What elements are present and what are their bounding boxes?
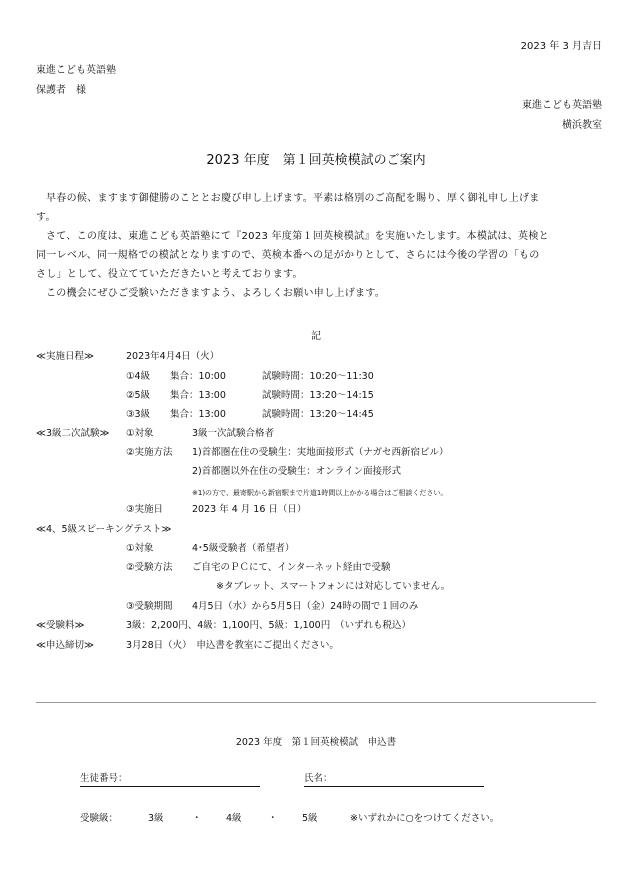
second-method-label: ②実施方法	[126, 447, 173, 458]
paragraph-2-line-3: さし」として、役立てていただきたいと考えております。	[36, 269, 303, 280]
second-method-1: 1)首都圏在住の受験生：実地面接形式（ナガセ西新宿ビル）	[192, 447, 449, 458]
recipient: 保護者 様	[36, 85, 86, 96]
second-target-label: ①対象	[126, 428, 154, 439]
form-title: 2023 年度 第１回英検模試 申込書	[235, 737, 397, 748]
schedule-label: ≪実施日程≫	[36, 351, 94, 362]
speaking-target-label: ①対象	[126, 543, 154, 554]
second-target-value: 3級一次試験合格者	[192, 428, 275, 439]
cut-line	[36, 702, 596, 703]
schedule-row-gather: 集合：13:00	[170, 409, 226, 420]
schedule-row-time: 試験時間：10:20～11:30	[262, 371, 374, 382]
fee-label: ≪受験料≫	[36, 620, 85, 631]
speaking-method-label: ②受験方法	[126, 562, 173, 573]
schedule-row-grade: ①4級	[126, 371, 151, 382]
grade-separator: ・	[192, 813, 202, 824]
grade-separator: ・	[268, 813, 278, 824]
name-label: 氏名：	[304, 773, 333, 784]
sender-branch: 横浜教室	[562, 120, 602, 131]
fee-value: 3級：2,200円、4級：1,100円、5級：1,100円 （いずれも税込）	[126, 620, 411, 631]
schedule-row-gather: 集合：13:00	[170, 390, 226, 401]
grade-option-5[interactable]: 5級	[302, 813, 318, 824]
sender-org: 東進こども英語塾	[522, 100, 602, 111]
schedule-row-time: 試験時間：13:20～14:15	[262, 390, 374, 401]
ki-marker: 記	[311, 331, 321, 342]
grade-label: 受験級：	[80, 813, 119, 824]
second-date-value: 2023 年 4 月 16 日（日）	[192, 504, 307, 515]
grade-option-4[interactable]: 4級	[226, 813, 242, 824]
grade-option-3[interactable]: 3級	[148, 813, 164, 824]
schedule-row-time: 試験時間：13:20～14:45	[262, 409, 374, 420]
speaking-method-note: ※タブレット、スマートフォンには対応していません。	[216, 581, 451, 592]
deadline-label: ≪申込締切≫	[36, 640, 94, 651]
speaking-period-label: ③受験期間	[126, 601, 173, 612]
second-note: ※1)の方で、最寄駅から新宿駅まで片道1時間以上かかる場合はご相談ください。	[192, 489, 448, 497]
paragraph-1-line-2: す。	[36, 212, 56, 223]
schedule-date: 2023年4月4日（火）	[126, 351, 220, 362]
schedule-row-gather: 集合：10:00	[170, 371, 226, 382]
speaking-period-value: 4月5日（水）から5月5日（金）24時の間で１回のみ	[192, 601, 419, 612]
speaking-label: ≪4、5級スピーキングテスト≫	[36, 524, 172, 535]
deadline-value: 3月28日（火） 申込書を教室にご提出ください。	[126, 640, 339, 651]
second-date-label: ③実施日	[126, 504, 164, 515]
issue-date: 2023 年 3 月吉日	[520, 41, 602, 52]
paragraph-1-line-1: 早春の候、ますます御健勝のこととお慶び申し上げます。平素は格別のご高配を賜り、厚く御礼申し上げま	[46, 193, 540, 204]
second-method-2: 2)首都圏以外在住の受験生：オンライン面接形式	[192, 466, 401, 477]
student-number-label: 生徒番号：	[80, 773, 128, 784]
document-title: 2023 年度 第１回英検模試のご案内	[206, 153, 426, 168]
paragraph-2-line-1: さて、この度は、東進こども英語塾にて『2023 年度第１回英検模試』を実施いたします。本模試は、英検と	[46, 231, 549, 242]
grade-note: ※いずれかに○をつけてください。	[350, 813, 500, 824]
schedule-row-grade: ②5級	[126, 390, 151, 401]
paragraph-2-line-2: 同一レベル、同一規格での模試となりますので、英検本番への足がかりとして、さらには今後の学習の「もの	[36, 250, 540, 261]
body-text	[36, 189, 602, 303]
speaking-method-value: ご自宅のＰＣにて、インターネット経由で受験	[192, 562, 391, 573]
second-exam-label: ≪3級二次試験≫	[36, 428, 110, 439]
student-number-field[interactable]	[80, 786, 260, 787]
recipient-org: 東進こども英語塾	[36, 65, 116, 76]
speaking-target-value: 4･5級受験者（希望者）	[192, 543, 295, 554]
name-field[interactable]	[304, 786, 484, 787]
schedule-row-grade: ③3級	[126, 409, 151, 420]
paragraph-3-line-1: この機会にぜひご受験いただきますよう、よろしくお願い申し上げます。	[46, 288, 386, 299]
